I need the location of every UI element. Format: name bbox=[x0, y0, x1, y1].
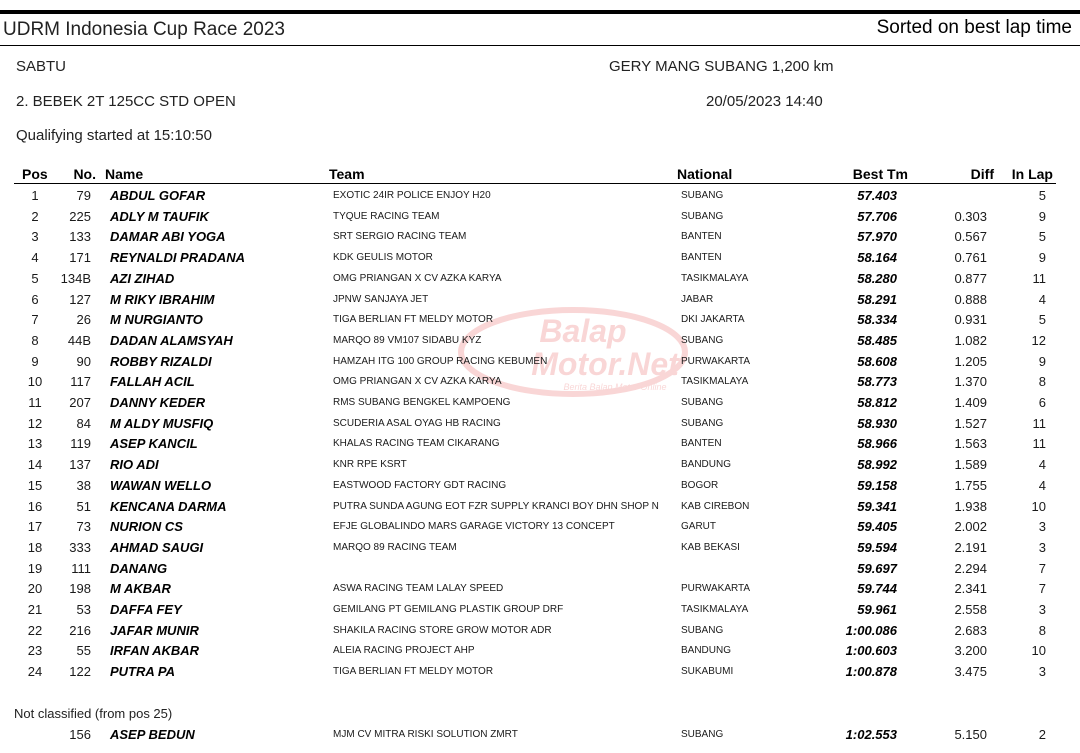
rider-name: NURION CS bbox=[110, 519, 183, 535]
col-header-no: No. bbox=[73, 166, 96, 182]
gap-cell: 2.558 bbox=[954, 602, 987, 617]
rider-name: M ALDY MUSFIQ bbox=[110, 415, 214, 431]
number-cell: 53 bbox=[76, 602, 91, 617]
rider-name: RIO ADI bbox=[110, 457, 159, 473]
gap-cell: 0.761 bbox=[954, 250, 987, 266]
region-cell: JABAR bbox=[681, 293, 714, 305]
team-name: TYQUE RACING TEAM bbox=[333, 210, 440, 222]
number-cell: 198 bbox=[69, 581, 91, 597]
team-name: TIGA BERLIAN FT MELDY MOTOR bbox=[333, 666, 494, 678]
in-lap-cell: 3 bbox=[1038, 664, 1046, 680]
result-row bbox=[0, 393, 1080, 413]
best-time: 57.706 bbox=[857, 208, 897, 224]
region-cell: SUBANG bbox=[681, 190, 724, 201]
gap-cell: 2.683 bbox=[954, 622, 987, 638]
team-name: KHALAS RACING TEAM CIKARANG bbox=[333, 438, 500, 450]
number-cell: 134B bbox=[60, 270, 91, 286]
in-lap-cell: 4 bbox=[1038, 477, 1046, 493]
region-cell: TASIKMALAYA bbox=[681, 272, 749, 284]
best-time: 58.608 bbox=[857, 353, 897, 369]
result-row bbox=[0, 497, 1080, 517]
col-header-pos: Pos bbox=[22, 166, 48, 182]
rider-name: WAWAN WELLO bbox=[110, 477, 212, 493]
number-cell: 38 bbox=[76, 477, 91, 493]
result-row bbox=[0, 269, 1080, 289]
day-label: SABTU bbox=[16, 58, 67, 75]
number-cell: 122 bbox=[69, 664, 91, 680]
result-row bbox=[0, 186, 1080, 206]
team-name: RMS SUBANG BENGKEL KAMPOENG bbox=[333, 397, 511, 408]
number-cell: 111 bbox=[71, 560, 91, 576]
region-cell: BANDUNG bbox=[681, 645, 732, 657]
region-cell: DKI JAKARTA bbox=[681, 314, 745, 326]
in-lap-cell: 10 bbox=[1031, 643, 1046, 659]
in-lap-cell: 6 bbox=[1038, 395, 1046, 410]
region-cell: TASIKMALAYA bbox=[681, 376, 749, 388]
number-cell: 119 bbox=[70, 436, 91, 452]
team-name: KDK GEULIS MOTOR bbox=[333, 252, 433, 264]
best-time: 1:00.603 bbox=[845, 643, 897, 659]
gap-cell: 2.341 bbox=[954, 581, 987, 597]
session-info: Qualifying started at 15:10:50 bbox=[16, 127, 212, 144]
gap-cell: 1.527 bbox=[954, 415, 987, 431]
region-cell: SUBANG bbox=[681, 417, 724, 429]
number-cell: 84 bbox=[76, 415, 91, 431]
pos-cell: 20 bbox=[27, 581, 43, 597]
number-cell: 73 bbox=[76, 519, 91, 535]
gap-cell: 1.938 bbox=[954, 498, 987, 514]
in-lap-cell: 3 bbox=[1038, 539, 1046, 555]
region-cell: BANTEN bbox=[681, 438, 722, 450]
in-lap-cell: 3 bbox=[1038, 519, 1046, 535]
gap-cell: 2.002 bbox=[954, 519, 987, 535]
gap-cell: 0.567 bbox=[954, 229, 987, 245]
number-cell: 79 bbox=[76, 188, 91, 203]
result-row bbox=[0, 207, 1080, 227]
team-name: HAMZAH ITG 100 GROUP RACING KEBUMEN bbox=[333, 355, 548, 367]
col-header-national: National bbox=[677, 166, 733, 182]
region-cell: SUBANG bbox=[681, 624, 724, 636]
rider-name: JAFAR MUNIR bbox=[110, 622, 199, 638]
pos-cell: 1 bbox=[31, 188, 39, 203]
gap-cell: 1.205 bbox=[954, 353, 987, 369]
in-lap-cell: 2 bbox=[1038, 727, 1046, 742]
pos-cell: 24 bbox=[27, 664, 43, 680]
number-cell: 117 bbox=[70, 374, 91, 390]
team-name: SRT SERGIO RACING TEAM bbox=[333, 231, 467, 243]
rider-name: DAMAR ABI YOGA bbox=[110, 229, 226, 245]
region-cell: SUKABUMI bbox=[681, 666, 734, 678]
result-row bbox=[0, 331, 1080, 351]
pos-cell: 2 bbox=[31, 208, 39, 224]
region-cell: SUBANG bbox=[681, 397, 724, 408]
col-header-name: Name bbox=[105, 166, 144, 182]
in-lap-cell: 8 bbox=[1038, 622, 1046, 638]
best-time: 58.930 bbox=[857, 415, 897, 431]
result-row bbox=[0, 517, 1080, 537]
rider-name: KENCANA DARMA bbox=[110, 498, 227, 514]
pos-cell: 11 bbox=[28, 395, 42, 410]
best-time: 58.334 bbox=[857, 312, 897, 328]
rider-name: FALLAH ACIL bbox=[110, 374, 195, 390]
region-cell: KAB BEKASI bbox=[681, 541, 740, 553]
pos-cell: 14 bbox=[27, 457, 43, 473]
best-time: 59.158 bbox=[857, 477, 897, 493]
team-name: ALEIA RACING PROJECT AHP bbox=[333, 645, 475, 657]
best-time: 1:00.086 bbox=[845, 622, 897, 638]
rider-name: DANNY KEDER bbox=[110, 395, 206, 410]
rider-name: M RIKY IBRAHIM bbox=[110, 291, 215, 307]
team-name: KNR RPE KSRT bbox=[333, 459, 407, 471]
number-cell: 44B bbox=[67, 332, 91, 348]
team-name: PUTRA SUNDA AGUNG EOT FZR SUPPLY KRANCI BOY DHN SHOP N bbox=[333, 500, 659, 512]
watermark-line2: Motor.Net bbox=[531, 346, 679, 382]
in-lap-cell: 11 bbox=[1032, 436, 1046, 452]
result-row bbox=[0, 352, 1080, 372]
pos-cell: 16 bbox=[27, 498, 43, 514]
gap-cell: 1.082 bbox=[954, 332, 987, 348]
result-row bbox=[0, 290, 1080, 310]
rider-name: ABDUL GOFAR bbox=[110, 188, 206, 203]
rider-name: M NURGIANTO bbox=[110, 312, 203, 328]
in-lap-cell: 3 bbox=[1038, 602, 1046, 617]
region-cell: TASIKMALAYA bbox=[681, 604, 749, 615]
in-lap-cell: 9 bbox=[1038, 208, 1046, 224]
rider-name: REYNALDI PRADANA bbox=[110, 250, 246, 266]
best-time: 59.961 bbox=[857, 602, 897, 617]
number-cell: 137 bbox=[69, 457, 91, 473]
pos-cell: 5 bbox=[31, 270, 39, 286]
best-time: 1:00.878 bbox=[845, 664, 897, 680]
gap-cell: 1.409 bbox=[954, 395, 987, 410]
best-time: 58.773 bbox=[857, 374, 897, 390]
in-lap-cell: 5 bbox=[1038, 229, 1046, 245]
region-cell: SUBANG bbox=[681, 210, 724, 222]
result-row bbox=[0, 579, 1080, 599]
in-lap-cell: 12 bbox=[1031, 332, 1046, 348]
pos-cell: 17 bbox=[27, 519, 43, 535]
best-time: 59.405 bbox=[857, 519, 897, 535]
watermark-line1: Balap bbox=[539, 313, 627, 349]
pos-cell: 23 bbox=[27, 643, 43, 659]
number-cell: 55 bbox=[76, 643, 91, 659]
team-name: OMG PRIANGAN X CV AZKA KARYA bbox=[333, 272, 502, 284]
team-name: JPNW SANJAYA JET bbox=[333, 293, 429, 305]
pos-cell: 3 bbox=[31, 229, 39, 245]
gap-cell: 1.370 bbox=[954, 374, 987, 390]
result-row bbox=[0, 414, 1080, 434]
result-row bbox=[0, 434, 1080, 454]
team-name: GEMILANG PT GEMILANG PLASTIK GROUP DRF bbox=[333, 604, 564, 615]
best-time: 58.291 bbox=[857, 291, 897, 307]
number-cell: 225 bbox=[69, 208, 91, 224]
best-time: 58.812 bbox=[857, 395, 897, 410]
pos-cell: 4 bbox=[31, 250, 39, 266]
result-row bbox=[0, 310, 1080, 330]
gap-cell: 1.589 bbox=[954, 457, 987, 473]
team-name: EASTWOOD FACTORY GDT RACING bbox=[333, 479, 507, 491]
watermark-tagline: Berita Balap Motor Online bbox=[563, 382, 667, 392]
gap-cell: 3.475 bbox=[954, 664, 987, 680]
team-name: SCUDERIA ASAL OYAG HB RACING bbox=[333, 417, 501, 429]
result-row bbox=[0, 248, 1080, 268]
pos-cell: 19 bbox=[27, 560, 43, 576]
best-time: 58.992 bbox=[857, 457, 897, 473]
title-rule bbox=[0, 45, 1080, 46]
pos-cell: 21 bbox=[27, 602, 43, 617]
number-cell: 127 bbox=[69, 291, 91, 307]
region-cell: PURWAKARTA bbox=[681, 583, 751, 595]
result-row bbox=[0, 455, 1080, 475]
best-time: 58.280 bbox=[857, 270, 897, 286]
region-cell: SUBANG bbox=[681, 334, 724, 346]
result-row bbox=[0, 476, 1080, 496]
region-cell: PURWAKARTA bbox=[681, 355, 751, 367]
rider-name: ASEP KANCIL bbox=[110, 436, 198, 452]
rider-name: M AKBAR bbox=[110, 581, 171, 597]
rider-name: DANANG bbox=[110, 560, 168, 576]
pos-cell: 12 bbox=[27, 415, 43, 431]
result-row bbox=[0, 372, 1080, 392]
team-name: EXOTIC 24IR POLICE ENJOY H20 bbox=[333, 190, 491, 201]
pos-cell: 22 bbox=[27, 622, 43, 638]
pos-cell: 18 bbox=[27, 539, 43, 555]
in-lap-cell: 5 bbox=[1038, 312, 1046, 328]
number-cell: 90 bbox=[76, 353, 91, 369]
number-cell: 51 bbox=[76, 498, 91, 514]
in-lap-cell: 9 bbox=[1038, 250, 1046, 266]
number-cell: 333 bbox=[69, 539, 91, 555]
rider-name: DAFFA FEY bbox=[110, 602, 182, 617]
region-cell: BOGOR bbox=[681, 479, 719, 491]
pos-cell: 6 bbox=[31, 291, 39, 307]
in-lap-cell: 10 bbox=[1031, 498, 1046, 514]
gap-cell: 0.931 bbox=[954, 312, 987, 328]
col-header-team: Team bbox=[329, 166, 365, 182]
rider-name: DADAN ALAMSYAH bbox=[110, 332, 233, 348]
in-lap-cell: 7 bbox=[1038, 560, 1046, 576]
in-lap-cell: 11 bbox=[1032, 415, 1046, 431]
best-time: 59.744 bbox=[857, 581, 897, 597]
number-cell: 171 bbox=[69, 250, 91, 266]
result-row bbox=[0, 621, 1080, 641]
rider-name: ADLY M TAUFIK bbox=[110, 208, 209, 224]
sort-label: Sorted on best lap time bbox=[876, 17, 1072, 38]
number-cell: 207 bbox=[69, 395, 91, 410]
region-cell: BANTEN bbox=[681, 231, 722, 243]
rider-name: PUTRA PA bbox=[110, 664, 175, 680]
col-header-diff: Diff bbox=[970, 166, 994, 182]
pos-cell: 10 bbox=[27, 374, 43, 390]
result-row bbox=[0, 725, 1080, 745]
in-lap-cell: 7 bbox=[1038, 581, 1046, 597]
team-name: OMG PRIANGAN X CV AZKA KARYA bbox=[333, 376, 502, 388]
team-name: TIGA BERLIAN FT MELDY MOTOR bbox=[333, 314, 494, 326]
number-cell: 156 bbox=[69, 727, 91, 742]
best-time: 59.697 bbox=[857, 560, 897, 576]
number-cell: 26 bbox=[76, 312, 91, 328]
best-time: 58.164 bbox=[857, 250, 897, 266]
event-title: UDRM Indonesia Cup Race 2023 bbox=[3, 19, 285, 40]
col-header-in-lap: In Lap bbox=[1011, 166, 1053, 182]
best-time: 57.403 bbox=[857, 188, 897, 203]
pos-cell: 13 bbox=[27, 436, 43, 452]
team-name: EFJE GLOBALINDO MARS GARAGE VICTORY 13 CONCEPT bbox=[333, 521, 615, 533]
in-lap-cell: 4 bbox=[1038, 457, 1046, 473]
not-classified-label: Not classified (from pos 25) bbox=[14, 706, 173, 721]
result-row bbox=[0, 662, 1080, 682]
gap-cell: 5.150 bbox=[954, 727, 987, 742]
gap-cell: 3.200 bbox=[954, 643, 987, 659]
team-name: MJM CV MITRA RISKI SOLUTION ZMRT bbox=[333, 729, 518, 740]
result-row bbox=[0, 538, 1080, 558]
result-row bbox=[0, 641, 1080, 661]
team-name: MARQO 89 RACING TEAM bbox=[333, 541, 457, 553]
in-lap-cell: 11 bbox=[1032, 270, 1046, 286]
number-cell: 133 bbox=[69, 229, 91, 245]
gap-cell: 2.191 bbox=[954, 539, 987, 555]
pos-cell: 7 bbox=[31, 312, 39, 328]
top-rule bbox=[0, 10, 1080, 14]
track-info: GERY MANG SUBANG 1,200 km bbox=[609, 58, 834, 75]
result-row bbox=[0, 600, 1080, 620]
rider-name: IRFAN AKBAR bbox=[110, 643, 200, 659]
result-row bbox=[0, 559, 1080, 579]
gap-cell: 2.294 bbox=[954, 560, 987, 576]
pos-cell: 15 bbox=[27, 477, 43, 493]
gap-cell: 0.888 bbox=[954, 291, 987, 307]
region-cell: BANDUNG bbox=[681, 459, 732, 471]
pos-cell: 9 bbox=[31, 353, 39, 369]
region-cell: GARUT bbox=[681, 521, 716, 533]
rider-name: ASEP BEDUN bbox=[110, 727, 195, 742]
gap-cell: 0.303 bbox=[954, 208, 987, 224]
rider-name: AZI ZIHAD bbox=[110, 270, 175, 286]
header-rule bbox=[14, 183, 1056, 184]
region-cell: BANTEN bbox=[681, 252, 722, 264]
rider-name: ROBBY RIZALDI bbox=[110, 353, 212, 369]
best-time: 1:02.553 bbox=[845, 727, 897, 742]
date-time: 20/05/2023 14:40 bbox=[706, 93, 823, 110]
pos-cell: 8 bbox=[31, 332, 39, 348]
result-row bbox=[0, 227, 1080, 247]
best-time: 58.966 bbox=[857, 436, 897, 452]
in-lap-cell: 5 bbox=[1038, 188, 1046, 203]
col-header-best: Best Tm bbox=[852, 166, 908, 182]
in-lap-cell: 8 bbox=[1038, 374, 1046, 390]
team-name: MARQO 89 VM107 SIDABU KYZ bbox=[333, 334, 482, 346]
in-lap-cell: 9 bbox=[1038, 353, 1046, 369]
in-lap-cell: 4 bbox=[1038, 291, 1046, 307]
gap-cell: 0.877 bbox=[954, 270, 987, 286]
region-cell: KAB CIREBON bbox=[681, 500, 750, 512]
number-cell: 216 bbox=[69, 622, 91, 638]
best-time: 59.594 bbox=[857, 539, 897, 555]
class-name: 2. BEBEK 2T 125CC STD OPEN bbox=[16, 93, 236, 110]
region-cell: SUBANG bbox=[681, 729, 724, 740]
team-name: SHAKILA RACING STORE GROW MOTOR ADR bbox=[333, 624, 552, 636]
gap-cell: 1.563 bbox=[954, 436, 987, 452]
best-time: 59.341 bbox=[857, 498, 897, 514]
best-time: 58.485 bbox=[857, 332, 897, 348]
rider-name: AHMAD SAUGI bbox=[110, 539, 204, 555]
best-time: 57.970 bbox=[857, 229, 897, 245]
team-name: ASWA RACING TEAM LALAY SPEED bbox=[333, 583, 504, 595]
gap-cell: 1.755 bbox=[954, 477, 987, 493]
